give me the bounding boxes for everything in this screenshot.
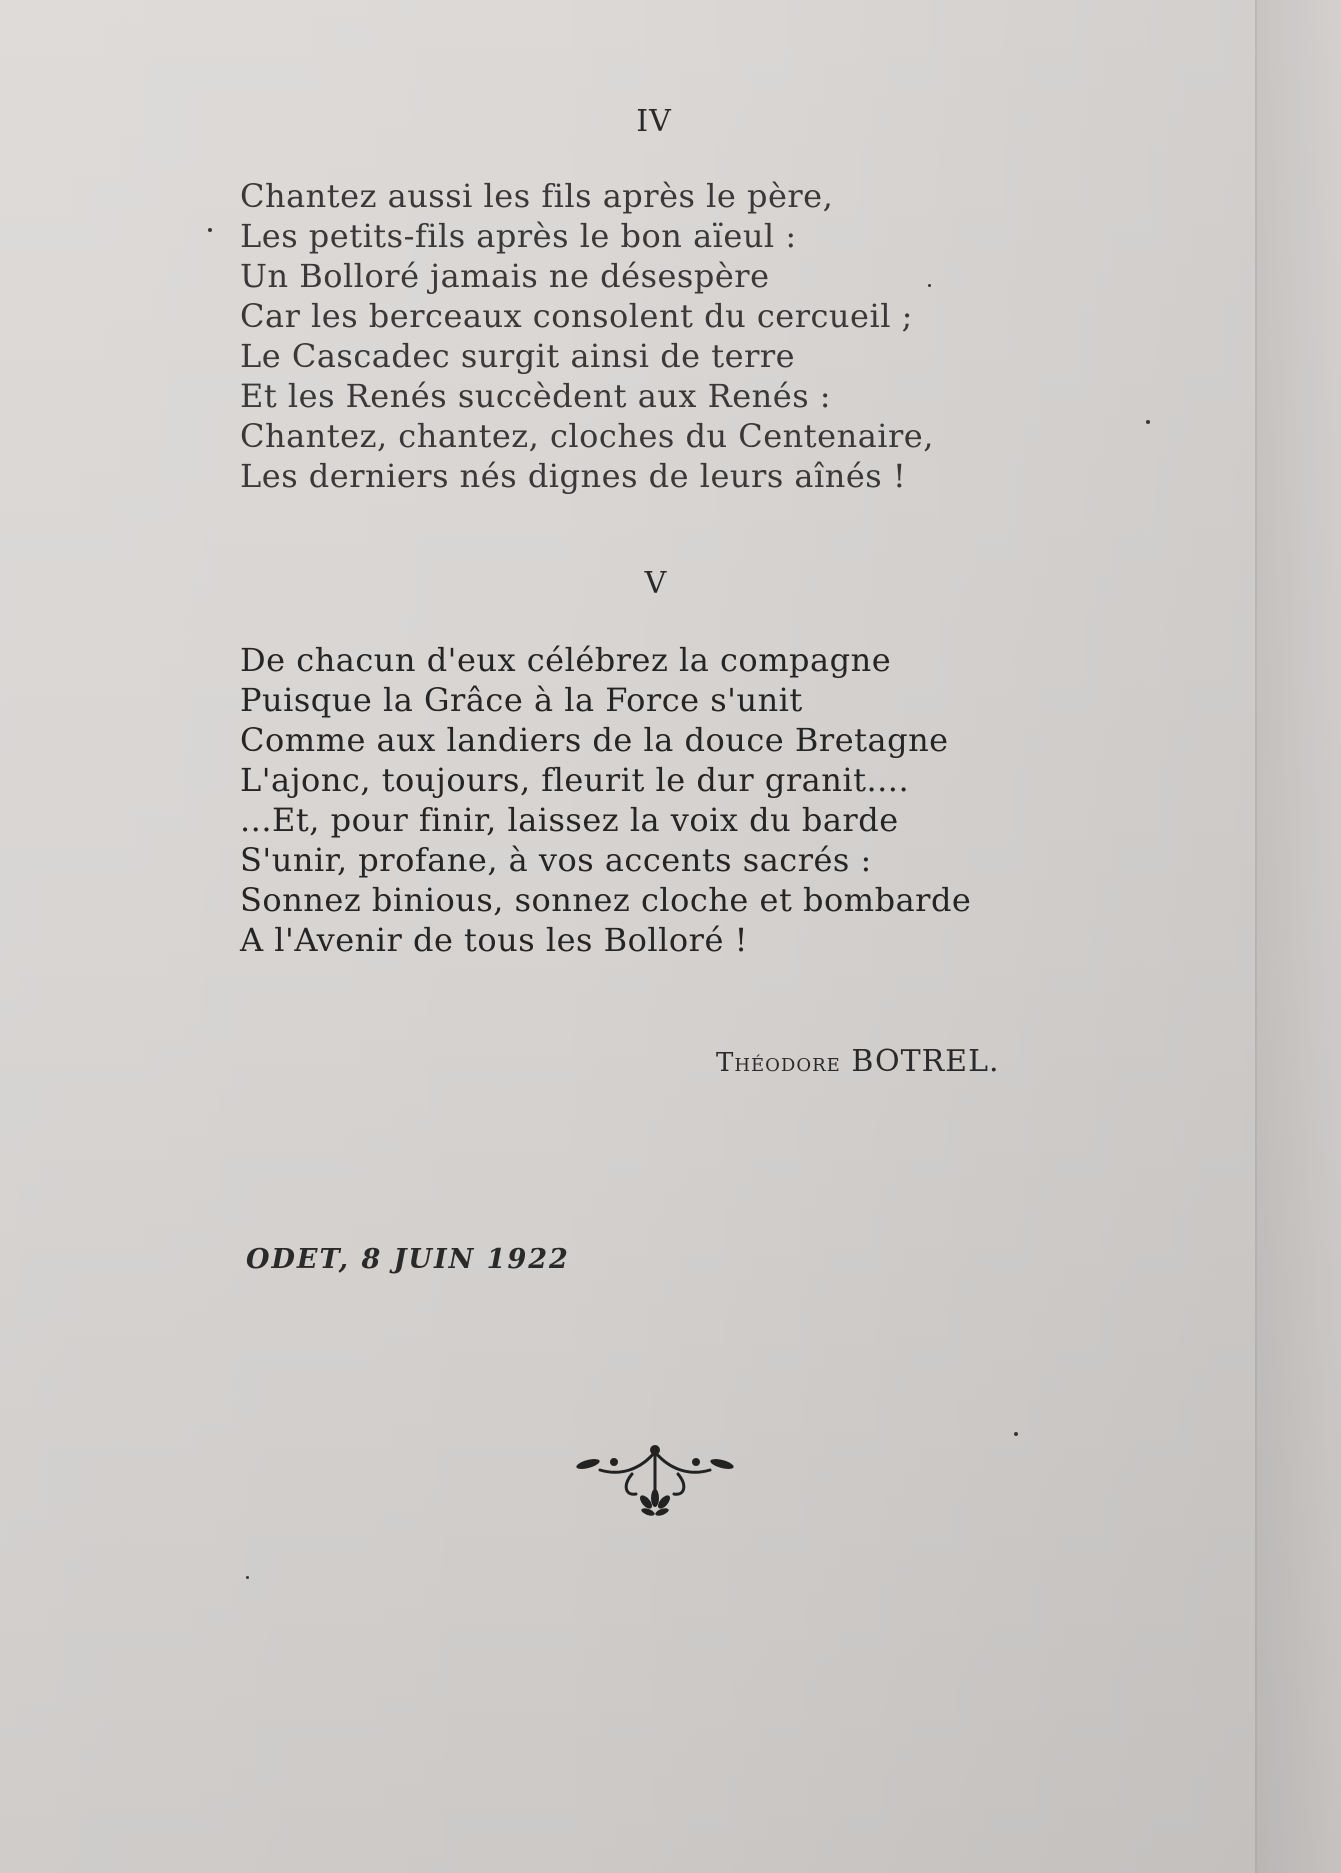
verse-line: Puisque la Grâce à la Force s'unit: [240, 681, 803, 719]
author-first-name: Théodore: [716, 1048, 841, 1078]
verse-line: ...Et, pour finir, laissez la voix du barde: [240, 801, 899, 839]
floral-vignette-icon: [570, 1440, 740, 1520]
verse-line: Car les berceaux consolent du cercueil ;: [240, 297, 913, 335]
ink-speck: [246, 1576, 249, 1579]
verse-line: S'unir, profane, à vos accents sacrés :: [240, 841, 872, 879]
stanza-numeral-v: V: [644, 566, 668, 601]
verse-line: Les petits-fils après le bon aïeul :: [240, 217, 797, 255]
verse-line: Comme aux landiers de la douce Bretagne: [240, 721, 949, 759]
author-last-name: BOTREL.: [851, 1044, 1000, 1079]
ink-speck: [1014, 1432, 1018, 1436]
ink-speck: [1146, 420, 1150, 424]
verse-line: A l'Avenir de tous les Bolloré !: [240, 921, 748, 959]
author-signature: [716, 1044, 1000, 1079]
verse-line: De chacun d'eux célébrez la compagne: [240, 641, 892, 679]
verse-line: Un Bolloré jamais ne désespère: [240, 257, 770, 295]
ink-speck: [208, 228, 212, 232]
verse-line: L'ajonc, toujours, fleurit le dur granit....: [240, 761, 910, 799]
verse-line: Chantez aussi les fils après le père,: [240, 177, 834, 215]
verse-line: Et les Renés succèdent aux Renés :: [240, 377, 832, 415]
verse-line: Les derniers nés dignes de leurs aînés !: [240, 457, 907, 495]
verse-line: Le Cascadec surgit ainsi de terre: [240, 337, 796, 375]
page-edge-shadow: [1257, 0, 1341, 1873]
stanza-iv: [240, 176, 934, 496]
verse-line: Sonnez binious, sonnez cloche et bombarde: [240, 881, 972, 919]
stanza-numeral-iv: IV: [636, 104, 672, 139]
stanza-v: [240, 640, 971, 960]
verse-line: Chantez, chantez, cloches du Centenaire,: [240, 417, 934, 455]
ink-speck: [928, 284, 931, 287]
place-date-line: ODET, 8 JUIN 1922: [246, 1244, 570, 1275]
